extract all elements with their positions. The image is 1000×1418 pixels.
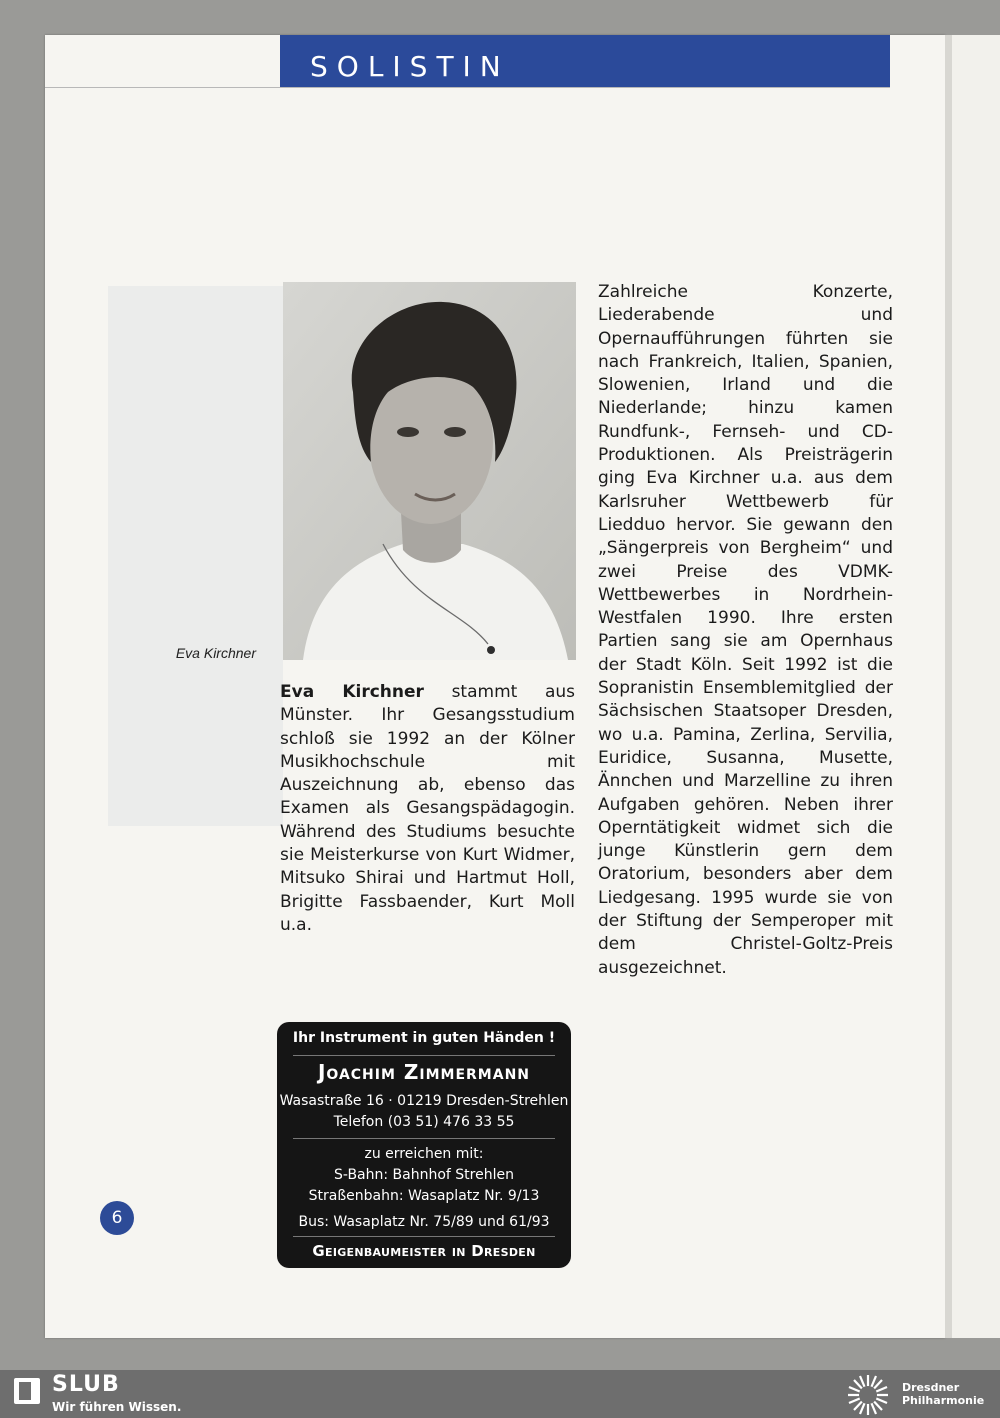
biography-text-left: stammt aus Münster. Ihr Gesangsstudium schloß sie 1992 an der Kölner Musikhochschule mit Auszeichnung ab, ebenso das Examen als Gesangspädagogin. Während des Studiums besuchte sie Meisterkurse von Kurt Widmer, Mitsuko Shirai und Hartmut Holl, Brigitte Fassbaender, Kurt Moll u.a. [280,682,575,935]
adjacent-page [952,35,1000,1338]
page-edge [945,35,952,1338]
ad-headline: Ihr Instrument in guten Händen ! [292,1030,556,1046]
library-slogan: Wir führen Wissen. [52,1400,182,1414]
ad-footer: Geigenbaumeister in Dresden [312,1242,536,1260]
portrait-illustration [283,282,576,660]
slub-logo-icon [12,1376,42,1406]
section-title: SOLISTIN [310,50,510,83]
partner-name [902,1381,984,1407]
biography-column-right: Zahlreiche Konzerte, Liederabende und Opernaufführungen führten sie nach Frankreich, Italien, Spanien, Slowenien, Irland und die Niederlande; hinzu kamen Rundfunk-, Fernseh- und CD-Produktionen. Als Preisträgerin ging Eva Kirchner u.a. aus dem Karlsruher Wettbewerb für Liedduo hervor. Sie gewann den „Sängerpreis von Bergheim“ und zwei Preise des VDMK-Wettbewerbes in Nordrhein-Westfalen 1990. Ihre ersten Partien sang sie am Opernhaus der Stadt Köln. Seit 1992 ist die Sopranistin Ensemblemitglied der Sächsischen Staatsoper Dresden, wo u.a. Pamina, Zerlina, Servilia, Euridice, Susanna, Musette, Ännchen und Marzelline zu ihren Aufgaben gehören. Neben ihrer Operntätigkeit widmet sich die junge Künstlerin gern dem Oratorium, besonders aber dem Liedgesang. 1995 wurde sie von der Stiftung der Semperoper mit dem Christel-Goltz-Preis ausgezeichnet. [598,282,893,978]
ad-reach-intro: zu erreichen mit: [364,1146,484,1162]
philharmonie-logo-icon [842,1372,894,1418]
ad-company-name: Joachim Zimmermann [317,1060,530,1084]
ad-phone: Telefon (03 51) 476 33 55 [333,1114,515,1130]
ad-rule [293,1055,555,1056]
page-number: 6 [100,1201,134,1235]
ad-bus: Bus: Wasaplatz Nr. 75/89 und 61/93 [298,1214,550,1230]
ad-tram: Straßenbahn: Wasaplatz Nr. 9/13 [308,1188,540,1204]
show-through-image [108,286,283,826]
portrait-photo [283,282,576,660]
photo-caption: Eva Kirchner [175,645,256,661]
ad-rule [293,1138,555,1139]
advertisement [277,1022,571,1268]
artist-name: Eva Kirchner [280,682,424,702]
ad-sbahn: S-Bahn: Bahnhof Strehlen [334,1167,514,1183]
ad-rule [293,1236,555,1237]
partner-name-line2: Philharmonie [902,1394,985,1407]
ad-address: Wasastraße 16 · 01219 Dresden-Strehlen [279,1093,569,1109]
header-rule [45,87,890,88]
library-name: SLUB [52,1372,120,1397]
partner-name-line1: Dresdner [902,1381,960,1394]
biography-column-left [280,681,575,937]
